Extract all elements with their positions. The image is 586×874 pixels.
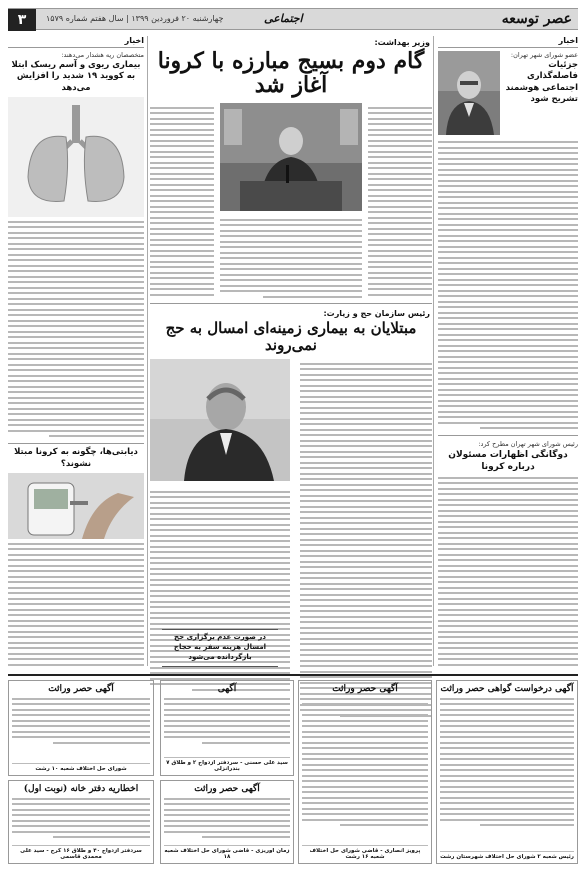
story-body-text: [438, 141, 578, 429]
ad-title: اخطاریه دفتر خانه (نوبت اول): [23, 784, 139, 794]
ad-title: آگهی حصر وراثت: [194, 784, 260, 794]
story-title: جزئیات فاصله‌گذاری اجتماعی هوشمند تشریح شود: [505, 60, 578, 105]
story-title: دوگانگی اظهارات مسئولان درباره کرونا: [448, 450, 568, 473]
ad-signature: سردفتر ازدواج ۴۰ و طلاق ۱۶ کرج - سید علی محمدی قاسمی: [12, 845, 150, 860]
story-kicker: عضو شورای شهر تهران:: [510, 51, 578, 59]
ad-body-text: [164, 798, 290, 839]
news-item: [8, 443, 144, 470]
right-news-column: [438, 36, 578, 666]
lead-supertitle: وزیر بهداشت:: [374, 38, 430, 47]
story-kicker: رئیس شورای شهر تهران مطرح کرد:: [478, 440, 578, 448]
story-body-text: [368, 103, 432, 299]
second-headline: مبتلایان به بیماری زمینه‌ای امسال به حج نمی‌روند: [165, 319, 417, 354]
ad-title: آگهی حصر وراثت: [48, 684, 114, 694]
second-supertitle: رئیس سازمان حج و زیارت:: [323, 309, 430, 319]
story-title: بیماری ریوی و آسم ریسک ابتلا به کووید ۱۹ شدید را افزایش می‌دهد: [11, 60, 141, 93]
story-body-text: [300, 359, 432, 720]
ad-title: آگهی: [217, 684, 237, 694]
lungs-illustration: [8, 97, 144, 217]
classified-ad: [436, 680, 578, 864]
left-news-column: [8, 36, 144, 666]
ad-title: آگهی درخواست گواهی حصر وراثت: [440, 684, 574, 694]
second-story: [150, 303, 432, 353]
lead-headline: گام دوم بسیج مبارزه با کرونا آغاز شد: [157, 48, 425, 99]
column-divider: [147, 36, 148, 666]
column-header: اخبار: [8, 36, 144, 48]
ad-body-text: [440, 698, 574, 827]
story-kicker: متخصصان ریه هشدار می‌دهند:: [61, 51, 144, 59]
story-body-text: [220, 215, 362, 301]
classified-ad: [8, 780, 154, 864]
classified-ad: [298, 680, 432, 864]
classified-ad: [8, 680, 154, 776]
portrait-photo: [438, 51, 500, 135]
news-item: [438, 51, 578, 135]
ad-body-text: [12, 798, 150, 839]
news-item: [438, 435, 578, 473]
second-story-body: [150, 359, 432, 689]
date-line: چهارشنبه ۲۰ فروردین ۱۳۹۹ | سال هفتم شماره ۱۵۷۹: [46, 14, 224, 23]
page-number: ۳: [8, 9, 36, 31]
story-body-text: [438, 477, 578, 666]
official-photo: [150, 359, 290, 481]
column-divider: [433, 36, 434, 666]
classified-ad: [160, 680, 294, 776]
section-title: اجتماعی: [264, 12, 303, 25]
story-body-text: [150, 103, 214, 299]
story-title: دیابتی‌ها، چگونه به کرونا مبتلا نشوند؟: [14, 447, 138, 469]
ad-signature: زمان اوریزی - قاضی شورای حل اختلاف شعبه ۱۸: [164, 845, 290, 860]
masthead-bar: [8, 8, 578, 30]
pull-quote: در صورت عدم برگزاری حج امسال هزینه سفر به حجاج بازگردانده می‌شود: [162, 629, 278, 666]
newspaper-logo: عصر توسعه: [501, 11, 572, 27]
story-body-text: [8, 543, 144, 666]
ad-signature: سید علی حسنی - سردفتر ازدواج ۲ و طلاق ۷ بندرانزلی: [164, 757, 290, 772]
classified-ads-section: [8, 674, 578, 866]
ad-body-text: [164, 698, 290, 744]
classified-ad: [160, 780, 294, 864]
ad-signature: پرویز انصاری - قاضی شورای حل اختلاف شعبه ۱۶ رشت: [302, 845, 428, 860]
lead-story: [150, 103, 432, 299]
ad-body-text: [302, 698, 428, 827]
column-header: اخبار: [438, 36, 578, 48]
story-body-text: [8, 221, 144, 438]
lead-photo: [220, 103, 362, 211]
ad-title: آگهی حصر وراثت: [332, 684, 398, 694]
ad-body-text: [12, 698, 150, 744]
ad-signature: رئیس شعبه ۲ شورای حل اختلاف شهرستان رشت: [440, 851, 574, 860]
glucose-meter-photo: [8, 473, 144, 539]
ad-signature: شورای حل اختلاف شعبه ۱۰ رشت: [12, 763, 150, 772]
center-column: [150, 36, 432, 666]
